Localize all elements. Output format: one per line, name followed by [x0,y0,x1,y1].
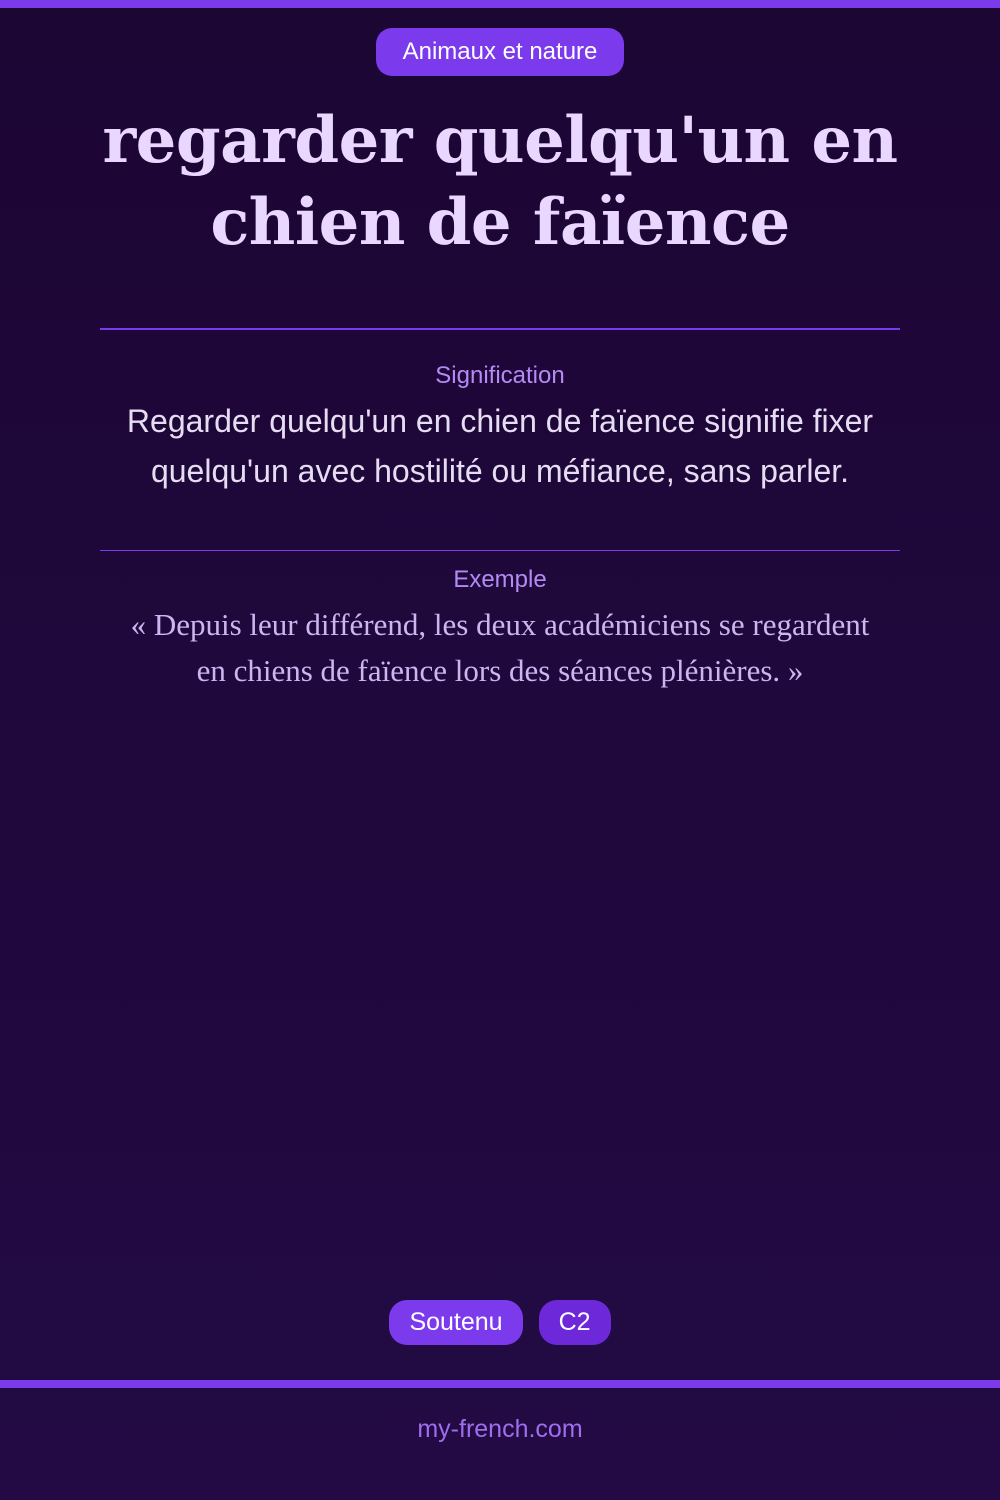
register-tag: Soutenu [389,1300,522,1345]
meaning-label: Signification [435,362,565,389]
top-accent-bar [0,0,1000,8]
meaning-text: Regarder quelqu'un en chien de faïence signifie fixer quelqu'un avec hostilité ou méfiance, sans parler. [126,403,874,489]
tag-list [0,1300,1000,1345]
footer-site-link[interactable]: my-french.com [417,1415,583,1443]
example-text: « Depuis leur différend, les deux académiciens se regardent en chiens de faïence lors des séances plénières. » [130,607,870,688]
idiom-title: regarder quelqu'un en chien de faïence [102,103,898,260]
bottom-accent-bar [0,1380,1000,1388]
category-badge: Animaux et nature [376,28,624,76]
example-label: Exemple [453,566,547,593]
divider-meaning [100,328,900,330]
divider-example [100,550,900,551]
level-tag: C2 [539,1300,611,1345]
